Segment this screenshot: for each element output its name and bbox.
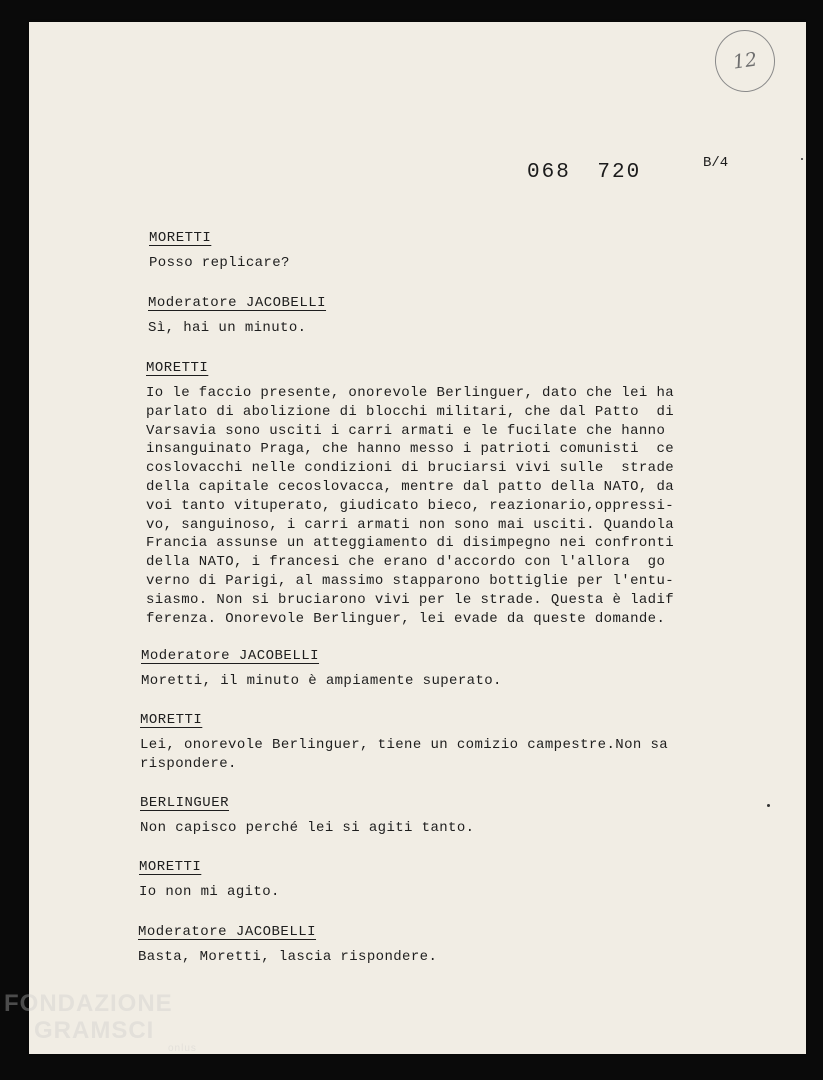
document-number: 068 720 xyxy=(527,161,642,184)
document-page xyxy=(29,22,806,1054)
speech-line: Non capisco perché lei si agiti tanto. xyxy=(140,820,475,836)
dialogue-block xyxy=(138,924,437,967)
dialogue-block xyxy=(139,859,280,902)
section-reference: B/4 xyxy=(703,155,729,171)
speech-line: ferenza. Onorevole Berlinguer, lei evade da queste domande. xyxy=(146,610,666,627)
speech-line: Basta, Moretti, lascia rispondere. xyxy=(138,949,438,965)
watermark-line-3: onlus xyxy=(168,1043,197,1054)
dialogue-block xyxy=(141,648,502,691)
dialogue-block xyxy=(148,295,326,338)
speech-line: della NATO, i francesi che erano d'accordo con l'allora go xyxy=(146,554,666,571)
watermark-line-1: FONDAZIONE xyxy=(4,990,173,1017)
page-number: 12 xyxy=(731,48,759,74)
speech-line: Posso replicare? xyxy=(149,255,290,271)
page-number-circle xyxy=(711,26,779,96)
dialogue-block xyxy=(149,230,290,273)
speaker-name: Moderatore JACOBELLI xyxy=(141,648,320,664)
speaker-name: MORETTI xyxy=(139,859,202,875)
speech-line: Io le faccio presente, onorevole Berlinguer, dato che lei ha xyxy=(146,385,675,401)
dialogue-block xyxy=(140,712,668,774)
speech-line: della capitale cecoslovacca, mentre dal patto della NATO, da xyxy=(146,478,675,495)
speaker-name: Moderatore JACOBELLI xyxy=(148,295,327,311)
speech-line: verno di Parigi, al massimo stapparono bottiglie per l'entu- xyxy=(146,572,675,589)
speech-line: coslovacchi nelle condizioni di bruciarsi vivi sulle strade xyxy=(146,460,675,477)
speech-line: Moretti, il minuto è ampiamente superato. xyxy=(141,673,502,689)
paper-speck xyxy=(801,158,803,160)
speech-line: Io non mi agito. xyxy=(139,884,280,900)
speaker-name: MORETTI xyxy=(140,712,203,728)
speech-line: Lei, onorevole Berlinguer, tiene un comizio campestre.Non sa xyxy=(140,737,669,753)
paper-speck xyxy=(767,804,770,807)
speaker-name: BERLINGUER xyxy=(140,795,230,811)
speech-line: Varsavia sono usciti i carri armati e le fucilate che hanno xyxy=(146,422,666,439)
speech-line: Francia assunse un atteggiamento di disimpegno nei confronti xyxy=(146,535,675,552)
speech-line: voi tanto vituperato, giudicato bieco, reazionario,oppressi- xyxy=(146,497,675,514)
speech-line: rispondere. xyxy=(140,755,237,772)
watermark-line-2: GRAMSCI xyxy=(34,1017,155,1044)
speaker-name: MORETTI xyxy=(149,230,212,246)
speaker-name: MORETTI xyxy=(146,360,209,376)
speech-line: vo, sanguinoso, i carri armati non sono mai usciti. Quandola xyxy=(146,516,675,533)
speaker-name: Moderatore JACOBELLI xyxy=(138,924,317,940)
dialogue-block xyxy=(146,360,674,628)
speech-line: parlato di abolizione di blocchi militari, che dal Patto di xyxy=(146,403,675,420)
speech-line: Sì, hai un minuto. xyxy=(148,320,307,336)
speech-line: siasmo. Non si bruciarono vivi per le strade. Questa è ladif xyxy=(146,591,675,608)
dialogue-block xyxy=(140,795,474,838)
watermark-logo xyxy=(4,990,197,1054)
speech-line: insanguinato Praga, che hanno messo i patrioti comunisti ce xyxy=(146,441,675,458)
